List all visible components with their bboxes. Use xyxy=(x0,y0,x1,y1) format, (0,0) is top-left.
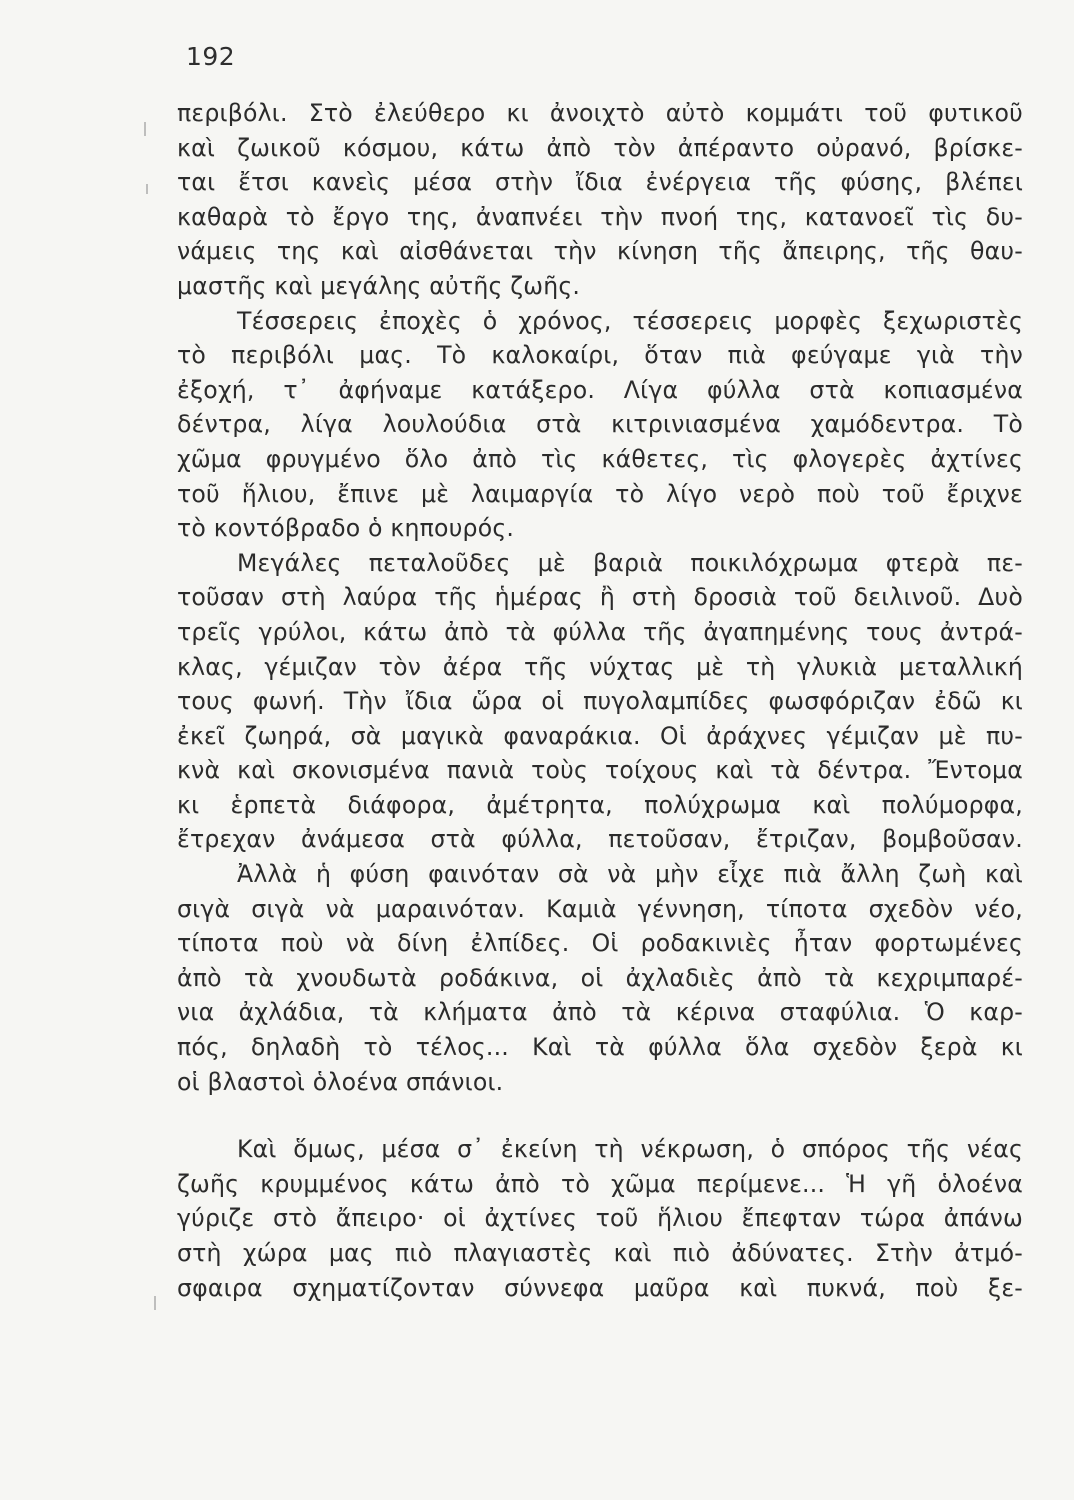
margin-speck xyxy=(154,1296,156,1310)
section-gap xyxy=(177,1099,1023,1132)
text-line: ἔτρεχαν ἀνάμεσα στὰ φύλλα, πετοῦσαν, ἔτριζαν, βομβοῦσαν. xyxy=(177,825,1023,854)
text-line: Μεγάλες πεταλοῦδες μὲ βαριὰ ποικιλόχρωμα φτερὰ πε- xyxy=(237,548,1023,577)
text-line: γύριζε στὸ ἄπειρο· οἱ ἀχτίνες τοῦ ἥλιου ἔπεφταν τώρα ἀπάνω xyxy=(177,1204,1023,1233)
text-line: ἐκεῖ ζωηρά, σὰ μαγικὰ φαναράκια. Οἱ ἀράχνες γέμιζαν μὲ πυ- xyxy=(177,721,1023,750)
text-line: τὸ περιβόλι μας. Τὸ καλοκαίρι, ὅταν πιὰ φεύγαμε γιὰ τὴν xyxy=(177,341,1023,370)
paragraph xyxy=(177,546,1023,857)
text-line: περιβόλι. Στὸ ἐλεύθερο κι ἀνοιχτὸ αὐτὸ κομμάτι τοῦ φυτικοῦ xyxy=(177,99,1023,127)
text-line: Καὶ ὅμως, μέσα σ᾽ ἐκείνη τὴ νέκρωση, ὁ σπόρος τῆς νέας xyxy=(237,1135,1023,1164)
text-line: καθαρὰ τὸ ἔργο της, ἀναπνέει τὴν πνοή της, κατανοεῖ τὶς δυ- xyxy=(177,202,1023,231)
text-line: νάμεις της καὶ αἰσθάνεται τὴν κίνηση τῆς ἄπειρης, τῆς θαυ- xyxy=(177,237,1023,266)
text-line: τοῦ ἥλιου, ἔπινε μὲ λαιμαργία τὸ λίγο νερὸ ποὺ τοῦ ἔριχνε xyxy=(177,479,1023,508)
text-line: Ἀλλὰ ἡ φύση φαινόταν σὰ νὰ μὴν εἶχε πιὰ ἄλλη ζωὴ καὶ xyxy=(237,860,1023,889)
text-line: τὸ κοντόβραδο ὁ κηπουρός. xyxy=(177,514,515,543)
paragraph xyxy=(177,1132,1023,1305)
text-line: ται ἔτσι κανεὶς μέσα στὴν ἴδια ἐνέργεια τῆς φύσης, βλέπει xyxy=(177,168,1023,197)
text-line: τοῦσαν στὴ λαύρα τῆς ἡμέρας ἢ στὴ δροσιὰ τοῦ δειλινοῦ. Δυὸ xyxy=(177,583,1023,612)
text-line: τίποτα ποὺ νὰ δίνη ἐλπίδες. Οἱ ροδακινιὲς ἦταν φορτωμένες xyxy=(177,929,1023,958)
body-text xyxy=(177,96,1023,1305)
text-line: στὴ χώρα μας πιὸ πλαγιαστὲς καὶ πιὸ ἀδύνατες. Στὴν ἀτμό- xyxy=(177,1239,1023,1267)
margin-speck xyxy=(144,122,146,136)
text-line: οἱ βλαστοὶ ὁλοένα σπάνιοι. xyxy=(177,1067,504,1096)
text-line: νια ἀχλάδια, τὰ κλήματα ἀπὸ τὰ κέρινα σταφύλια. Ὁ καρ- xyxy=(177,998,1023,1027)
text-line: καὶ ζωικοῦ κόσμου, κάτω ἀπὸ τὸν ἀπέραντο οὐρανό, βρίσκε- xyxy=(177,133,1023,162)
text-line: κλας, γέμιζαν τὸν ἀέρα τῆς νύχτας μὲ τὴ γλυκιὰ μεταλλική xyxy=(177,652,1023,681)
text-line: κνὰ καὶ σκονισμένα πανιὰ τοὺς τοίχους καὶ τὰ δέντρα. Ἔντομα xyxy=(177,756,1023,785)
text-line: χῶμα φρυγμένο ὅλο ἀπὸ τὶς κάθετες, τὶς φλογερὲς ἀχτίνες xyxy=(177,444,1023,473)
paragraph xyxy=(177,304,1023,546)
page-number: 192 xyxy=(186,42,236,71)
text-line: σιγὰ σιγὰ νὰ μαραινόταν. Καμιὰ γέννηση, τίποτα σχεδὸν νέο, xyxy=(177,894,1023,923)
text-line: κι ἑρπετὰ διάφορα, ἀμέτρητα, πολύχρωμα καὶ πολύμορφα, xyxy=(177,790,1023,819)
text-line: τους φωνή. Τὴν ἴδια ὥρα οἱ πυγολαμπίδες φωσφόριζαν ἐδῶ κι xyxy=(177,687,1023,716)
text-line: ἀπὸ τὰ χνουδωτὰ ροδάκινα, οἱ ἀχλαδιὲς ἀπὸ τὰ κεχριμπαρέ- xyxy=(177,963,1023,992)
text-line: μαστῆς καὶ μεγάλης αὐτῆς ζωῆς. xyxy=(177,271,581,300)
margin-speck xyxy=(146,184,148,194)
text-line: Τέσσερεις ἐποχὲς ὁ χρόνος, τέσσερεις μορφὲς ξεχωριστὲς xyxy=(237,306,1023,335)
text-line: ζωῆς κρυμμένος κάτω ἀπὸ τὸ χῶμα περίμενε... Ἡ γῆ ὁλοένα xyxy=(177,1169,1023,1198)
text-line: πός, δηλαδὴ τὸ τέλος... Καὶ τὰ φύλλα ὅλα σχεδὸν ξερὰ κι xyxy=(177,1033,1023,1062)
paragraph xyxy=(177,96,1023,304)
text-line: ἐξοχή, τ᾽ ἀφήναμε κατάξερο. Λίγα φύλλα στὰ κοπιασμένα xyxy=(177,375,1023,404)
text-line: τρεῖς γρύλοι, κάτω ἀπὸ τὰ φύλλα τῆς ἀγαπημένης τους ἀντρά- xyxy=(177,617,1023,646)
text-line: δέντρα, λίγα λουλούδια στὰ κιτρινιασμένα χαμόδεντρα. Τὸ xyxy=(177,410,1023,439)
text-line: σφαιρα σχηματίζονταν σύννεφα μαῦρα καὶ πυκνά, ποὺ ξε- xyxy=(177,1273,1023,1302)
paragraph xyxy=(177,857,1023,1099)
